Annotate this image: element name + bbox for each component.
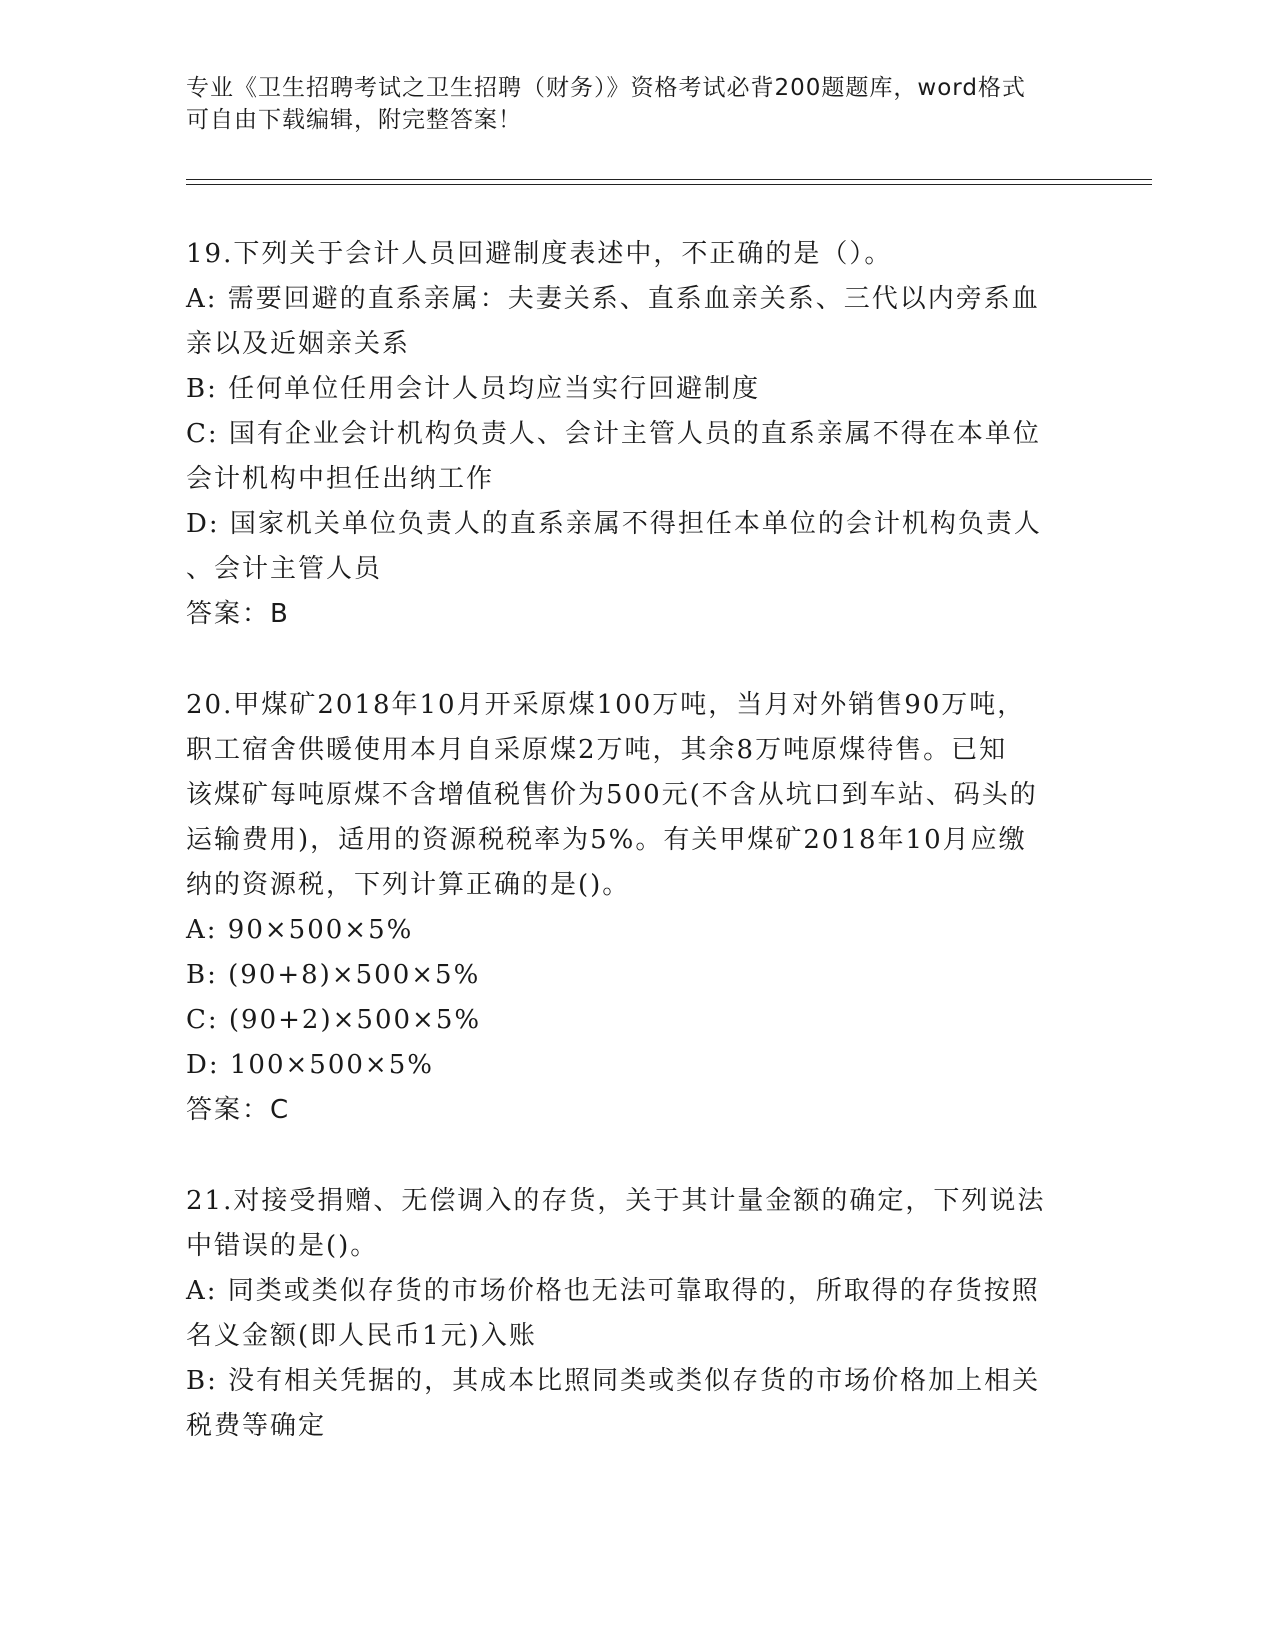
question-20 xyxy=(186,683,1076,1133)
option-a-line: A: 需要回避的直系亲属：夫妻关系、直系血亲关系、三代以内旁系血 xyxy=(186,284,1040,314)
question-stem: 纳的资源税，下列计算正确的是()。 xyxy=(186,870,631,900)
question-stem: 运输费用)，适用的资源税税率为5%。有关甲煤矿2018年10月应缴 xyxy=(186,825,1027,855)
question-stem: 20.甲煤矿2018年10月开采原煤100万吨，当月对外销售90万吨， xyxy=(186,690,1026,720)
option-b-line: B: 没有相关凭据的，其成本比照同类或类似存货的市场价格加上相关 xyxy=(186,1366,1041,1396)
option-d-line: 、会计主管人员 xyxy=(186,554,383,584)
option-c-line: C: 国有企业会计机构负责人、会计主管人员的直系亲属不得在本单位 xyxy=(186,419,1041,449)
option-b-line: B: (90+8)×500×5% xyxy=(186,960,481,990)
option-a-line: 名义金额(即人民币1元)入账 xyxy=(186,1321,537,1351)
header-line-2: 可自由下载编辑，附完整答案！ xyxy=(186,107,522,133)
option-b-line: B: 任何单位任用会计人员均应当实行回避制度 xyxy=(186,374,761,404)
answer-label: 答案：B xyxy=(186,599,290,629)
option-d-line: D: 100×500×5% xyxy=(186,1050,434,1080)
option-b-line: 税费等确定 xyxy=(186,1411,327,1441)
header-rule-top xyxy=(186,179,1152,180)
answer-label: 答案：C xyxy=(186,1095,291,1125)
option-a-line: 亲以及近姻亲关系 xyxy=(186,329,411,359)
option-d-line: D: 国家机关单位负责人的直系亲属不得担任本单位的会计机构负责人 xyxy=(186,509,1042,539)
question-list xyxy=(186,232,1076,1495)
document-header xyxy=(186,72,1066,136)
option-a-line: A: 90×500×5% xyxy=(186,915,414,945)
option-c-line: C: (90+2)×500×5% xyxy=(186,1005,482,1035)
question-21 xyxy=(186,1179,1076,1449)
option-a-line: A: 同类或类似存货的市场价格也无法可靠取得的，所取得的存货按照 xyxy=(186,1276,1040,1306)
question-stem: 19.下列关于会计人员回避制度表述中，不正确的是（）。 xyxy=(186,239,893,269)
option-c-line: 会计机构中担任出纳工作 xyxy=(186,464,495,494)
header-line-1: 专业《卫生招聘考试之卫生招聘（财务）》资格考试必背200题题库，word格式 xyxy=(186,75,1026,101)
question-stem: 该煤矿每吨原煤不含增值税售价为500元(不含从坑口到车站、码头的 xyxy=(186,780,1038,810)
question-19 xyxy=(186,232,1076,637)
header-rule-bottom xyxy=(186,184,1152,185)
question-stem: 21.对接受捐赠、无偿调入的存货，关于其计量金额的确定，下列说法 xyxy=(186,1186,1046,1216)
question-stem: 中错误的是()。 xyxy=(186,1231,379,1261)
question-stem: 职工宿舍供暖使用本月自采原煤2万吨，其余8万吨原煤待售。已知 xyxy=(186,735,1008,765)
